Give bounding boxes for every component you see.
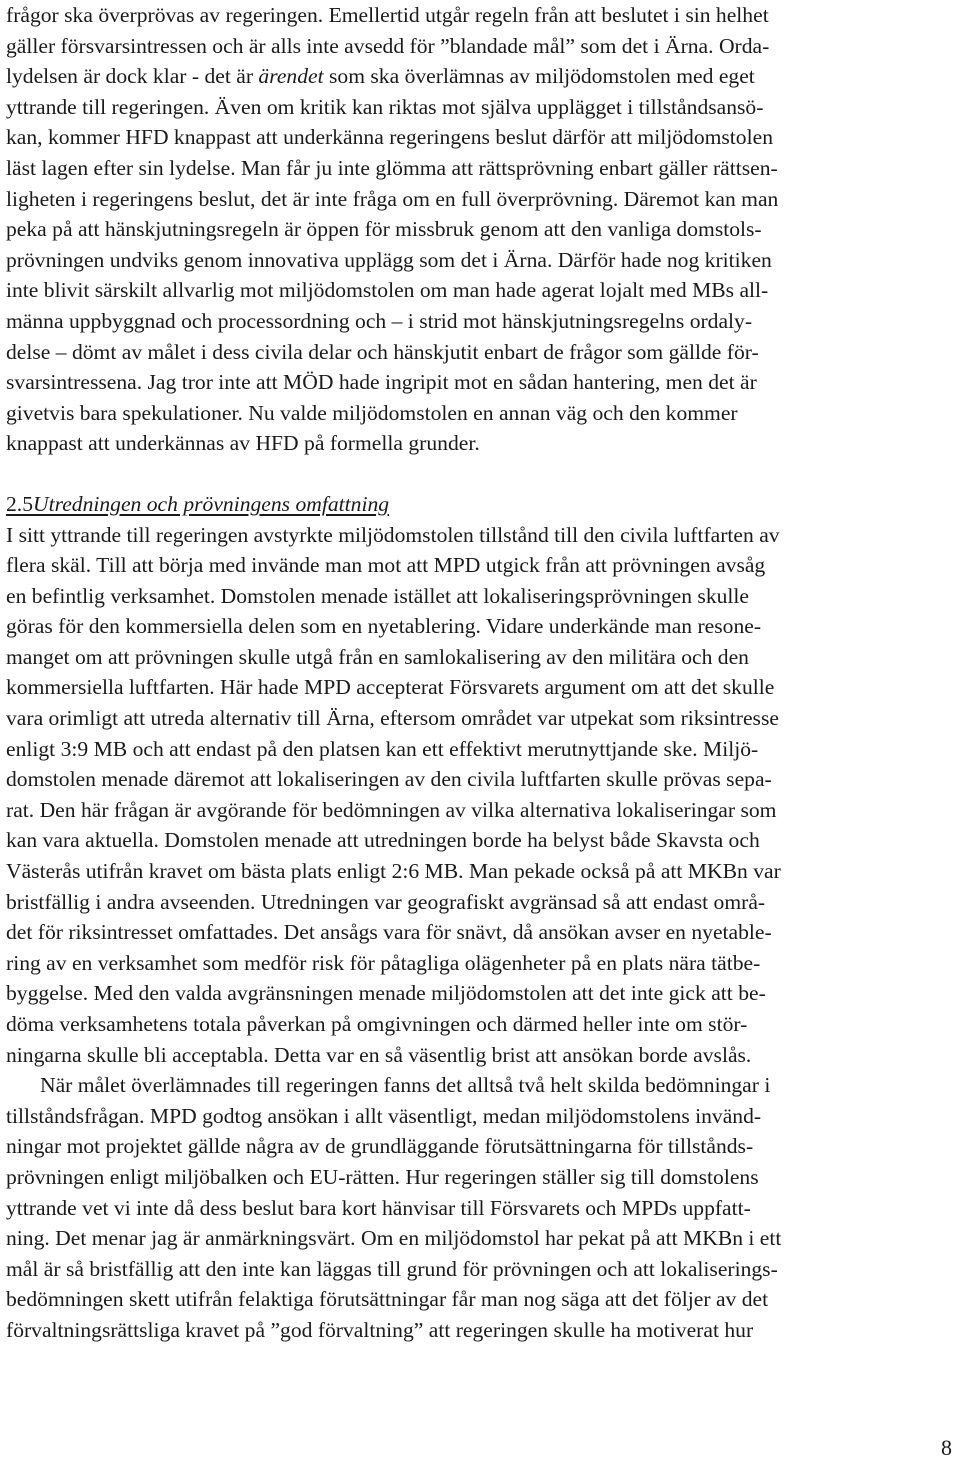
text-line: givetvis bara spekulationer. Nu valde miljödomstolen en annan väg och den kommer <box>6 400 738 425</box>
text-line: kan, kommer HFD knappast att underkänna regeringens beslut därför att miljödomstolen <box>6 125 773 150</box>
text-line: kommersiella luftfarten. Här hade MPD accepterat Försvarets argument om att det skulle <box>6 675 775 700</box>
text-line: delse – dömt av målet i dess civila delar och hänskjutit enbart de frågor som gällde för- <box>6 339 759 364</box>
text-line: peka på att hänskjutningsregeln är öppen för missbruk genom att den vanliga domstols- <box>6 217 762 242</box>
text-line: knappast att underkännas av HFD på formella grunder. <box>6 431 480 456</box>
text-line: göras för den kommersiella delen som en nyetablering. Vidare underkände man resone- <box>6 614 762 639</box>
text-line: ligheten i regeringens beslut, det är inte fråga om en full överprövning. Däremot kan man <box>6 186 779 211</box>
text-line: yttrande till regeringen. Även om kritik kan riktas mot själva upplägget i tillståndsansö- <box>6 94 764 119</box>
text-line: läst lagen efter sin lydelse. Man får ju inte glömma att rättsprövning enbart gäller rättsen- <box>6 155 778 180</box>
text-line: Västerås utifrån kravet om bästa plats enligt 2:6 MB. Man pekade också på att MKBn var <box>6 859 781 884</box>
text-line: ningarna skulle bli acceptabla. Detta var en så väsentlig brist att ansökan borde avslås. <box>6 1042 752 1067</box>
text-line: det för riksintresset omfattades. Det ansågs vara för snävt, då ansökan avser en nyetable- <box>6 920 772 945</box>
text-line: kan vara aktuella. Domstolen menade att utredningen borde ha belyst både Skavsta och <box>6 828 760 853</box>
text-line: När målet överlämnades till regeringen fanns det alltså två helt skilda bedömningar i <box>40 1073 771 1098</box>
text-line: I sitt yttrande till regeringen avstyrkte miljödomstolen tillstånd till den civila luftfarten av <box>6 522 780 547</box>
text-line: svarsintressena. Jag tror inte att MÖD hade ingripit mot en sådan hantering, men det är <box>6 370 757 395</box>
text-run: lydelsen är dock klar - det är <box>6 64 259 89</box>
text-line: ningar mot projektet gällde några av de grundläggande förutsättningarna för tillstånds- <box>6 1134 754 1159</box>
text-line: tillståndsfrågan. MPD godtog ansökan i allt väsentligt, medan miljödomstolens invänd- <box>6 1103 762 1128</box>
text-line: vara orimligt att utreda alternativ till Ärna, eftersom området var utpekat som riksintresse <box>6 706 779 731</box>
text-line: förvaltningsrättsliga kravet på ”god förvaltning” att regeringen skulle ha motiverat hur <box>6 1317 754 1342</box>
text-line: bedömningen skett utifrån felaktiga förutsättningar får man nog säga att det följer av det <box>6 1287 769 1312</box>
paragraph-3 <box>6 1070 954 1345</box>
text-line: gäller försvarsintressen och är alls inte avsedd för ”blandade mål” som det i Ärna. Orda- <box>6 33 770 58</box>
text-line: prövningen undviks genom innovativa upplägg som det i Ärna. Därför hade nog kritiken <box>6 247 772 272</box>
text-line: yttrande vet vi inte då dess beslut bara kort hänvisar till Försvarets och MPDs uppfatt- <box>6 1195 751 1220</box>
paragraph-1 <box>6 0 954 459</box>
text-line: byggelse. Med den valda avgränsningen menade miljödomstolen att det inte gick att be- <box>6 981 766 1006</box>
text-line: rat. Den här frågan är avgörande för bedömningen av vilka alternativa lokaliseringar som <box>6 797 777 822</box>
document-page <box>6 0 954 1346</box>
text-line: prövningen enligt miljöbalken och EU-rätten. Hur regeringen ställer sig till domstolens <box>6 1164 759 1189</box>
text-line: döma verksamhetens totala påverkan på omgivningen och därmed heller inte om stör- <box>6 1012 748 1036</box>
text-line: ning. Det menar jag är anmärkningsvärt. Om en miljödomstol har pekat på att MKBn i ett <box>6 1226 782 1251</box>
emphasized-word: ärendet <box>258 64 324 89</box>
text-line: domstolen menade däremot att lokaliseringen av den civila luftfarten skulle prövas sepa- <box>6 767 772 792</box>
text-line: männa uppbyggnad och processordning och – i strid mot hänskjutningsregelns ordaly- <box>6 308 753 333</box>
paragraph-2 <box>6 520 954 1071</box>
text-line: inte blivit särskilt allvarlig mot miljödomstolen om man hade agerat lojalt med MBs all- <box>6 278 769 303</box>
text-line <box>6 61 954 92</box>
section-heading <box>6 489 954 520</box>
text-line: mål är så bristfällig att den inte kan läggas till grund för prövningen och att lokaliserings- <box>6 1256 778 1281</box>
text-line: manget om att prövningen skulle utgå från en samlokalisering av den militära och den <box>6 644 749 669</box>
text-line: enligt 3:9 MB och att endast på den platsen kan ett effektivt merutnyttjande ske. Miljö- <box>6 736 759 761</box>
text-line: ring av en verksamhet som medför risk för påtagliga olägenheter på en plats nära tätbe- <box>6 950 761 975</box>
text-line: frågor ska överprövas av regeringen. Emellertid utgår regeln från att beslutet i sin helhet <box>6 3 769 27</box>
section-number: 2.5 <box>6 491 33 516</box>
text-line: flera skäl. Till att börja med invände man mot att MPD utgick från att prövningen avsåg <box>6 553 766 578</box>
text-line: en befintlig verksamhet. Domstolen menade istället att lokaliseringsprövningen skulle <box>6 583 750 608</box>
text-run: som ska överlämnas av miljödomstolen med eget <box>323 64 755 89</box>
section-title: Utredningen och prövningens omfattning <box>33 491 390 516</box>
text-line: bristfällig i andra avseenden. Utredningen var geografiskt avgränsad så att endast områ- <box>6 889 766 914</box>
page-number: 8 <box>941 1435 952 1460</box>
